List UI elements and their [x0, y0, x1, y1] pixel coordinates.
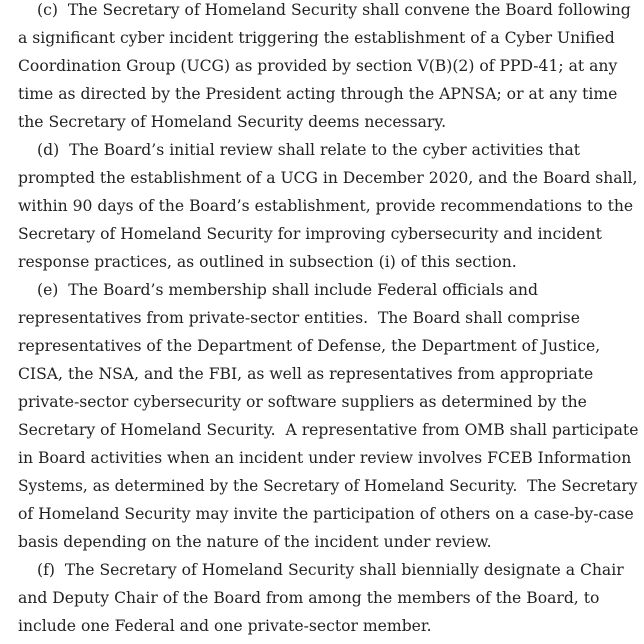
text-line: representatives from private-sector entities. The Board shall comprise — [18, 309, 580, 327]
text-line: CISA, the NSA, and the FBI, as well as representatives from appropriate — [18, 365, 594, 383]
text-line: Systems, as determined by the Secretary of Homeland Security. The Secretary — [18, 477, 638, 495]
text-line: representatives of the Department of Defense, the Department of Justice, — [18, 337, 601, 355]
text-line: include one Federal and one private-sector member. — [18, 617, 432, 635]
text-line: a significant cyber incident triggering the establishment of a Cyber Unified — [18, 29, 615, 47]
text-line: Coordination Group (UCG) as provided by section V(B)(2) of PPD-41; at any — [18, 57, 618, 75]
text-line: prompted the establishment of a UCG in December 2020, and the Board shall, — [18, 169, 638, 187]
text-line: (f) The Secretary of Homeland Security shall biennially designate a Chair — [37, 561, 624, 579]
text-line: Secretary of Homeland Security for improving cybersecurity and incident — [18, 225, 602, 243]
text-line: in Board activities when an incident under review involves FCEB Information — [18, 449, 632, 467]
paragraph-c — [18, 0, 638, 140]
paragraph-e — [18, 280, 638, 560]
text-line: private-sector cybersecurity or software suppliers as determined by the — [18, 393, 587, 411]
text-line: (c) The Secretary of Homeland Security shall convene the Board following — [37, 1, 631, 19]
text-line: basis depending on the nature of the incident under review. — [18, 533, 492, 551]
text-line: (e) The Board’s membership shall include Federal officials and — [37, 281, 538, 299]
text-line: Secretary of Homeland Security. A representative from OMB shall participate — [18, 421, 639, 439]
text-line: and Deputy Chair of the Board from among the members of the Board, to — [18, 589, 600, 607]
text-line: within 90 days of the Board’s establishment, provide recommendations to the — [18, 197, 634, 215]
text-line: the Secretary of Homeland Security deems necessary. — [18, 113, 447, 131]
text-line: time as directed by the President acting through the APNSA; or at any time — [18, 85, 618, 103]
text-line: of Homeland Security may invite the participation of others on a case-by-case — [18, 505, 634, 523]
document-body — [18, 0, 638, 644]
paragraph-d — [18, 140, 638, 280]
text-line: response practices, as outlined in subsection (i) of this section. — [18, 253, 517, 271]
paragraph-f — [18, 560, 638, 644]
text-line: (d) The Board’s initial review shall relate to the cyber activities that — [37, 141, 581, 159]
